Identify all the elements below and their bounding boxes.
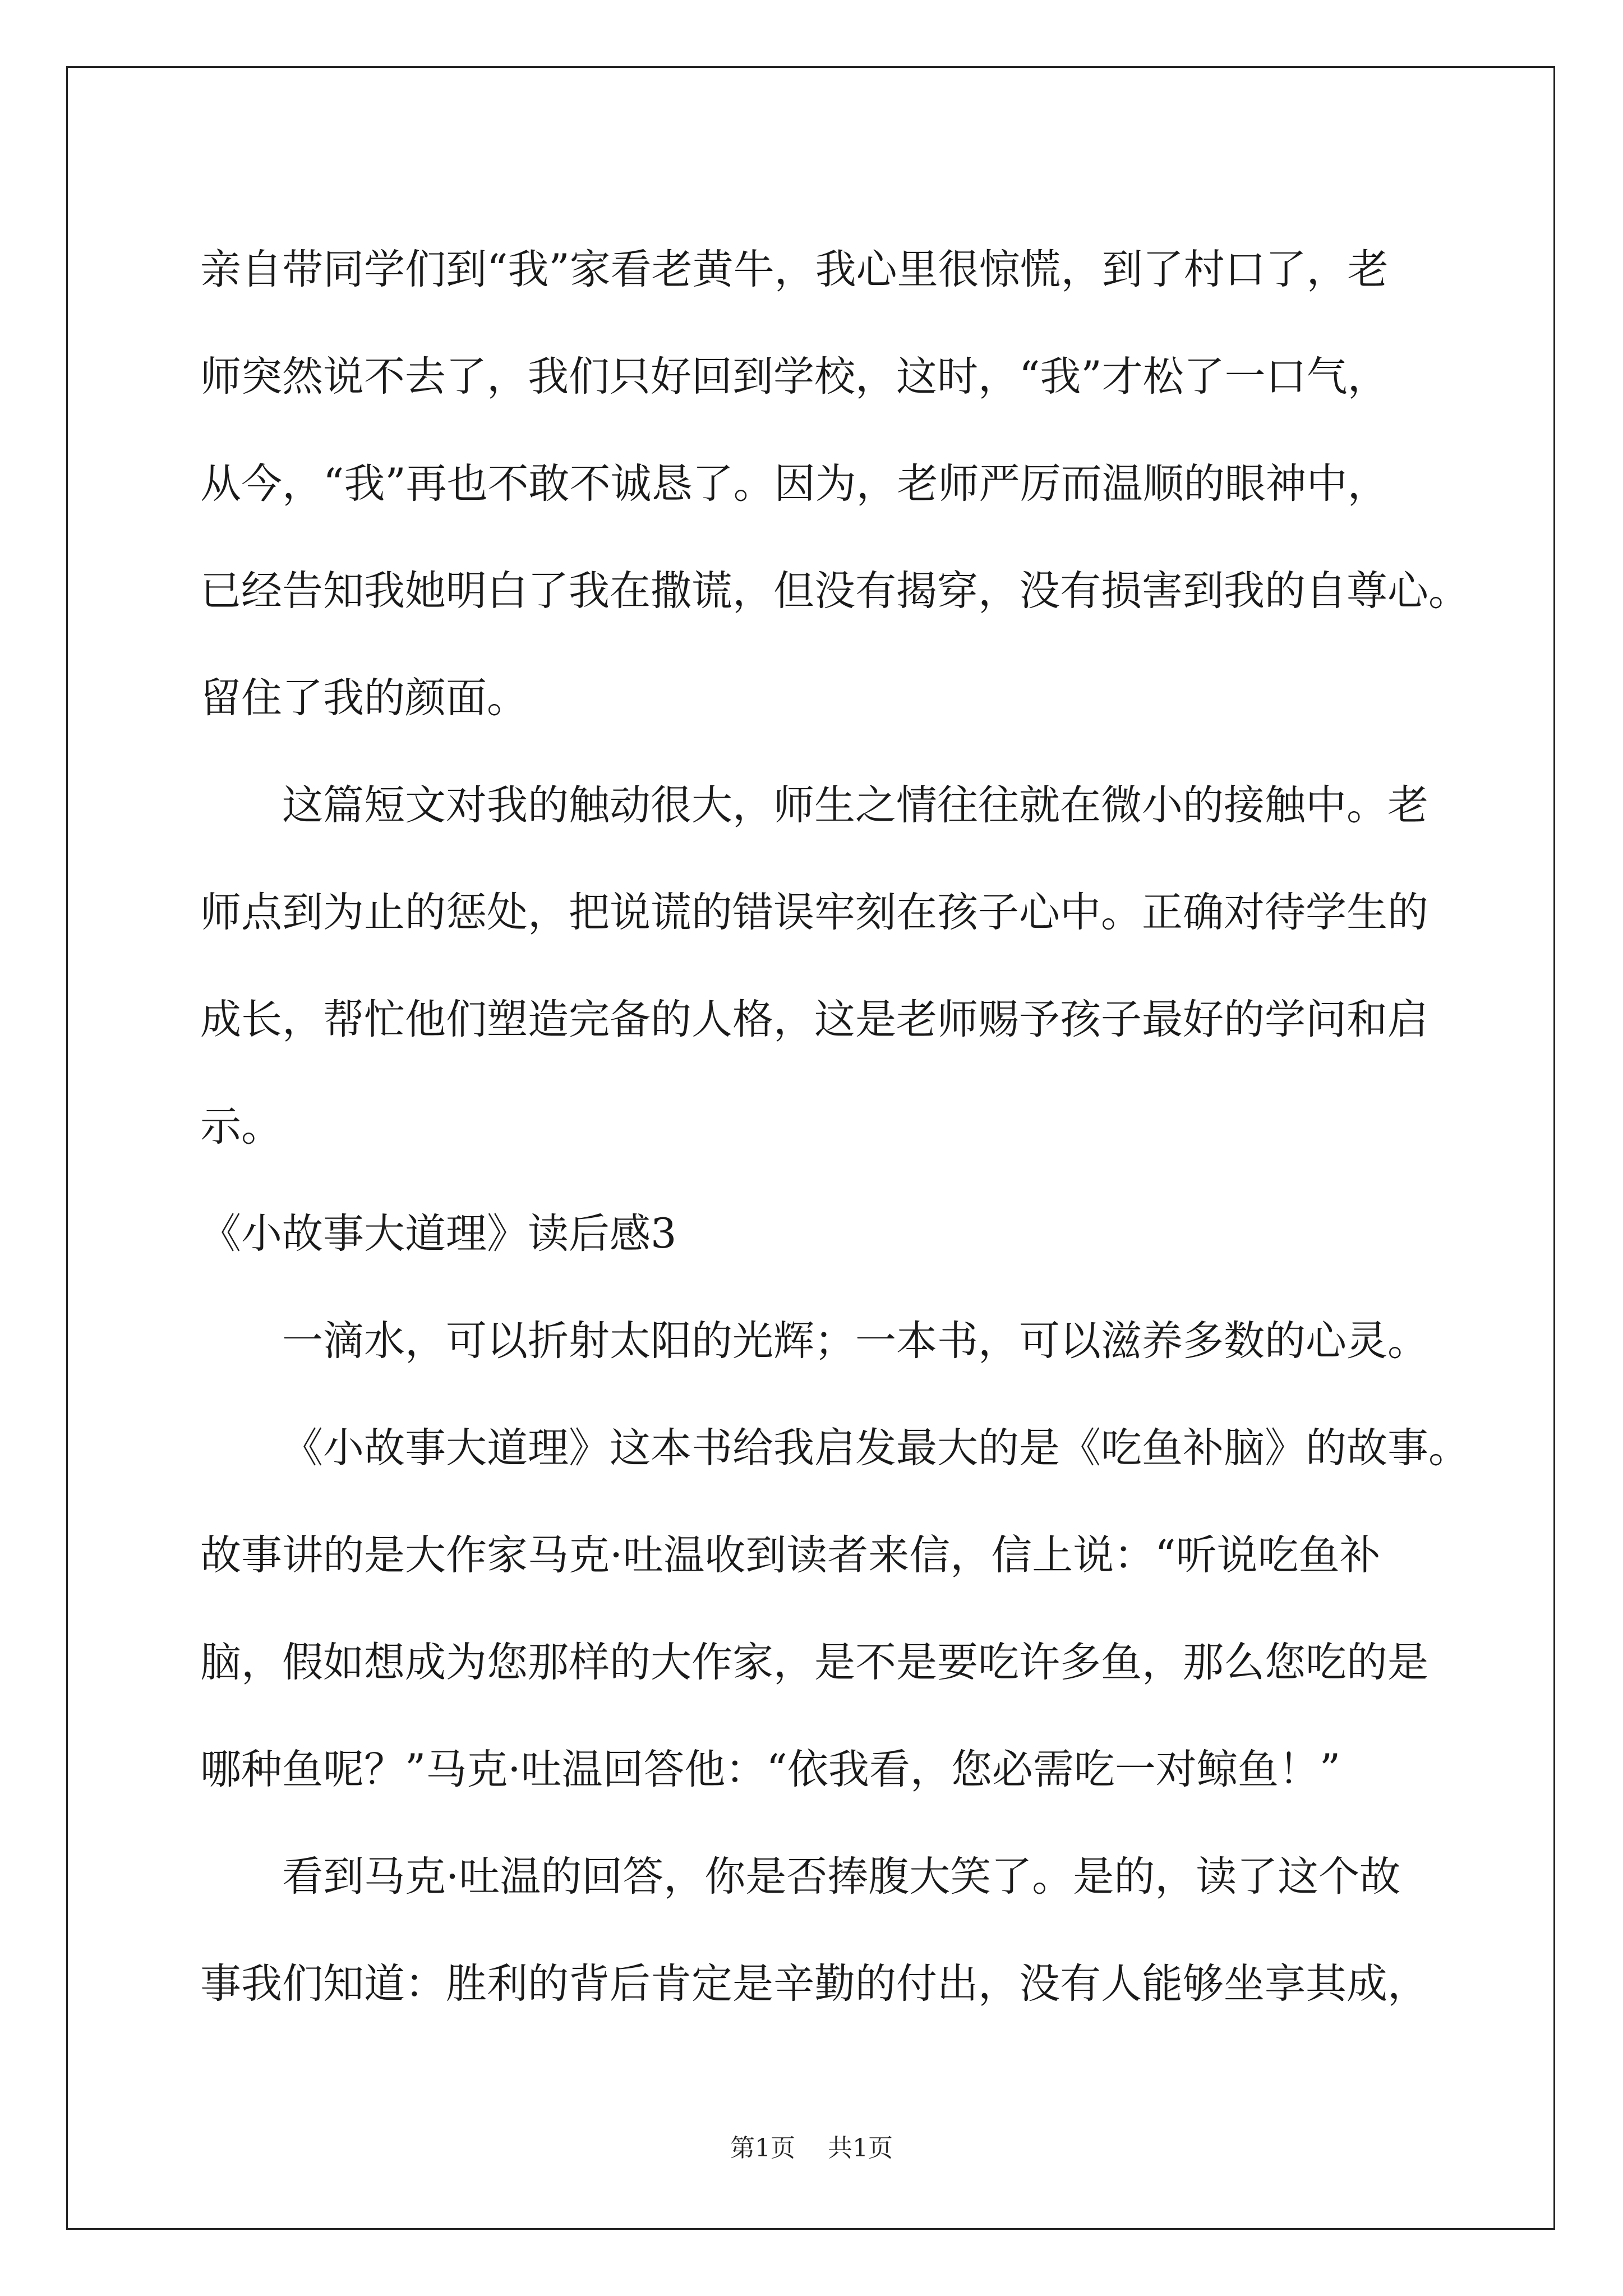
page-footer	[0, 2132, 1623, 2165]
text-line: 成长，帮忙他们塑造完备的人格，这是老师赐予孩子最好的学问和启	[200, 996, 1428, 1043]
text-line: 示。	[200, 1103, 282, 1151]
text-line: 故事讲的是大作家马克·吐温收到读者来信，信上说：“听说吃鱼补	[200, 1531, 1381, 1579]
text-line: 亲自带同学们到“我”家看老黄牛，我心里很惊慌，到了村口了，老	[200, 246, 1389, 293]
document-body	[200, 216, 1469, 2037]
text-line: 已经告知我她明白了我在撒谎，但没有揭穿，没有损害到我的自尊心。	[200, 567, 1469, 615]
page-number-total: 共1页	[828, 2134, 893, 2162]
page-number-current: 第1页	[730, 2134, 795, 2162]
section-heading: 《小故事大道理》读后感3	[200, 1210, 677, 1258]
text-line: 从今，“我”再也不敢不诚恳了。因为，老师严厉而温顺的眼神中，	[200, 460, 1389, 508]
text-line: 脑，假如想成为您那样的大作家，是不是要吃许多鱼，那么您吃的是	[200, 1639, 1428, 1686]
text-line: 哪种鱼呢？”马克·吐温回答他：“依我看，您必需吃一对鲸鱼！”	[200, 1746, 1341, 1793]
text-line: 留住了我的颜面。	[200, 674, 528, 722]
text-line: 师突然说不去了，我们只好回到学校，这时，“我”才松了一口气，	[200, 353, 1389, 401]
text-line: 事我们知道：胜利的背后肯定是辛勤的付出，没有人能够坐享其成，	[200, 1960, 1428, 2008]
text-line: 师点到为止的惩处，把说谎的错误牢刻在孩子心中。正确对待学生的	[200, 889, 1428, 936]
text-line: 这篇短文对我的触动很大，师生之情往往就在微小的接触中。老	[282, 781, 1428, 829]
text-line: 看到马克·吐温的回答，你是否捧腹大笑了。是的，读了这个故	[282, 1853, 1401, 1901]
text-line: 一滴水，可以折射太阳的光辉；一本书，可以滋养多数的心灵。	[282, 1317, 1428, 1365]
text-line: 《小故事大道理》这本书给我启发最大的是《吃鱼补脑》的故事。	[282, 1424, 1469, 1472]
